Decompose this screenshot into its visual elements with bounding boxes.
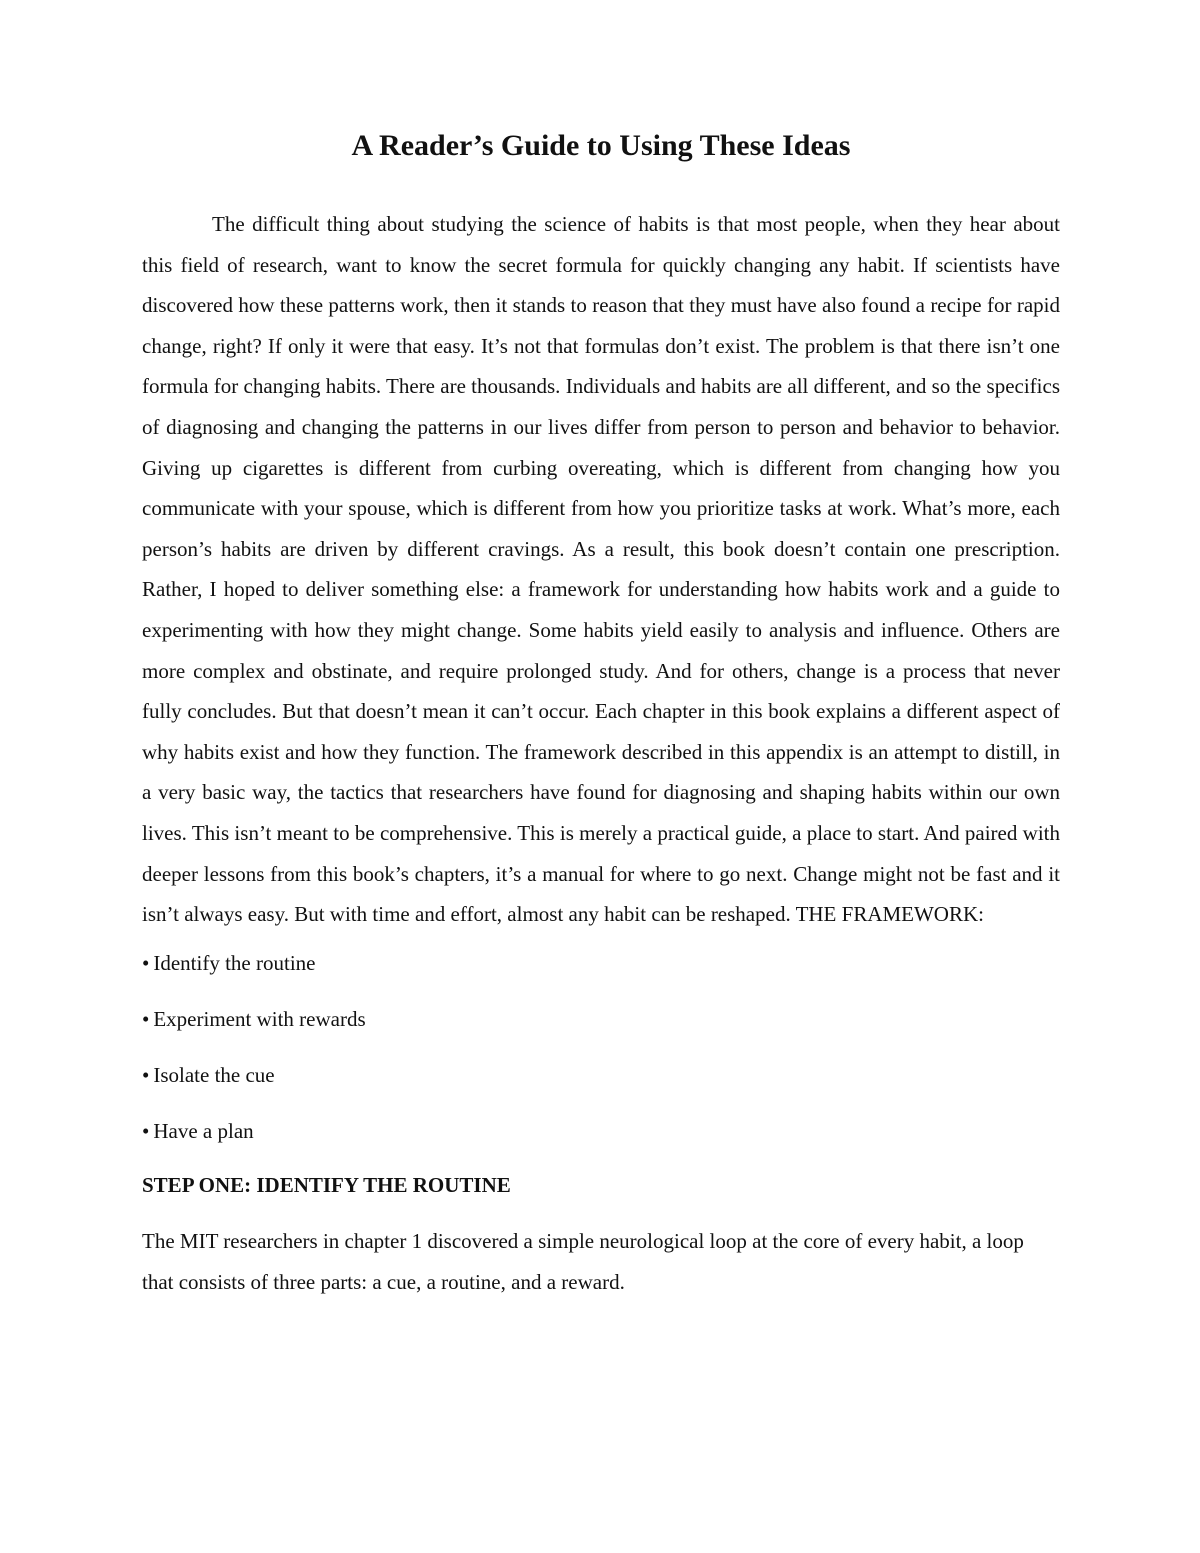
bullet-icon: • — [142, 1006, 150, 1031]
document-page — [142, 128, 1060, 1302]
bullet-icon: • — [142, 1119, 150, 1144]
step-one-heading: STEP ONE: IDENTIFY THE ROUTINE — [142, 1172, 511, 1197]
list-item-text: Experiment with rewards — [153, 1006, 366, 1031]
list-item — [142, 943, 1060, 984]
list-item-text: Identify the routine — [153, 950, 316, 975]
list-item — [142, 999, 1060, 1040]
intro-paragraph: The difficult thing about studying the science of habits is that most people, when they hear about this field of research, want to know the secret formula for quickly changing any habit. If scientists have discovered how these patterns work, then it stands to reason that they must have also found a recipe for rapid change, right? If only it were that easy. It’s not that formulas don’t exist. The problem is that there isn’t one formula for changing habits. There are thousands. Individuals and habits are all different, and so the specifics of diagnosing and changing the patterns in our lives differ from person to person and behavior to behavior. Giving up cigarettes is different from curbing overeating, which is different from changing how you communicate with your spouse, which is different from how you prioritize tasks at work. What’s more, each person’s habits are driven by different cravings. As a result, this book doesn’t contain one prescription. Rather, I hoped to deliver something else: a framework for understanding how habits work and a guide to experimenting with how they might change. Some habits yield easily to analysis and influence. Others are more complex and obstinate, and require prolonged study. And for others, change is a process that never fully concludes. But that doesn’t mean it can’t occur. Each chapter in this book explains a different aspect of why habits exist and how they function. The framework described in this appendix is an attempt to distill, in a very basic way, the tactics that researchers have found for diagnosing and shaping habits within our own lives. This isn’t meant to be comprehensive. This is merely a practical guide, a place to start. And paired with deeper lessons from this book’s chapters, it’s a manual for where to go next. Change might not be fast and it isn’t always easy. But with time and effort, almost any habit can be reshaped. THE FRAMEWORK: — [142, 212, 1060, 927]
bullet-icon: • — [142, 950, 150, 975]
bullet-icon: • — [142, 1063, 150, 1088]
framework-list — [142, 943, 1060, 1152]
list-item-text: Have a plan — [153, 1119, 254, 1144]
document-title: A Reader’s Guide to Using These Ideas — [351, 129, 851, 162]
list-item — [142, 1111, 1060, 1152]
list-item — [142, 1055, 1060, 1096]
step-one-paragraph: The MIT researchers in chapter 1 discovered a simple neurological loop at the core of every habit, a loop that consists of three parts: a cue, a routine, and a reward. — [142, 1229, 1024, 1294]
list-item-text: Isolate the cue — [153, 1063, 275, 1088]
